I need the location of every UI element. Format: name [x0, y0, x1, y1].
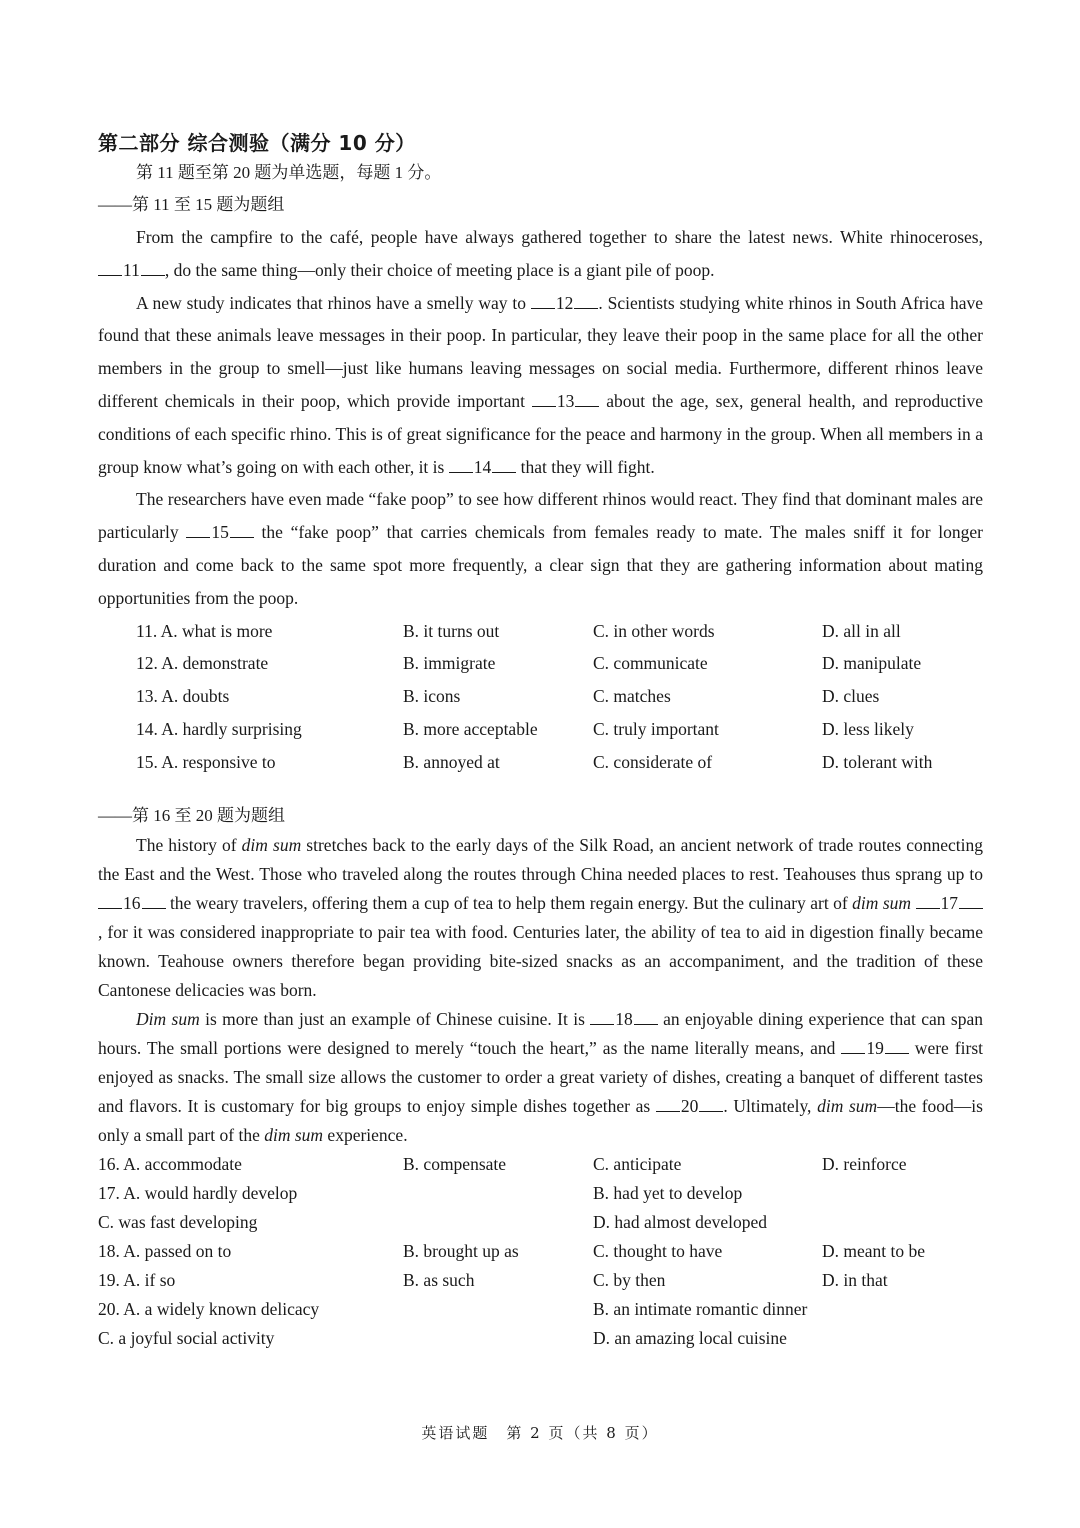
option-17d[interactable]: D. had almost developed — [593, 1211, 767, 1232]
options-11-15 — [98, 615, 983, 779]
option-16c[interactable]: C. anticipate — [593, 1153, 682, 1174]
passage-paragraph — [98, 831, 983, 1005]
option-13b[interactable]: B. icons — [403, 686, 461, 707]
italic-term: dim sum — [241, 834, 302, 855]
option-14c[interactable]: C. truly important — [593, 718, 719, 739]
question-15-options — [98, 746, 983, 779]
blank-number: 14 — [473, 456, 492, 477]
question-13-options — [98, 680, 983, 713]
blank-12 — [531, 287, 599, 320]
passage-paragraph — [98, 1005, 983, 1150]
option-15c[interactable]: C. considerate of — [593, 751, 713, 772]
blank-13 — [532, 385, 600, 418]
option-19d[interactable]: D. in that — [822, 1269, 888, 1290]
option-20a[interactable]: 20. A. a widely known delicacy — [98, 1298, 320, 1319]
italic-term: dim sum — [817, 1095, 878, 1116]
text: an enjoyable dining experience that can span hours. The small portions were designed to merely “touch the heart,” as the name literally means, and — [98, 1008, 984, 1058]
blank-16 — [98, 889, 166, 918]
option-14d[interactable]: D. less likely — [822, 718, 914, 739]
option-14a[interactable]: 14. A. hardly surprising — [136, 718, 302, 739]
blank-number: 13 — [556, 390, 575, 411]
question-19-options — [98, 1266, 983, 1295]
option-18c[interactable]: C. thought to have — [593, 1240, 723, 1261]
blank-number: 20 — [680, 1095, 699, 1116]
option-12d[interactable]: D. manipulate — [822, 653, 922, 674]
passage-paragraph — [98, 483, 983, 614]
text: , for it was considered inappropriate to pair tea with food. Centuries later, the ability of tea to aid in digestion finally became known. Teahouse owners therefore began providing bite-sized snacks as an accompaniment, and the tradition of these Cantonese delicacies was born. — [98, 921, 983, 1000]
text: about the age, sex, general health, and reproductive conditions of each specific rhino. This is of great significance for the peace and harmony in the group. When all members in a group know what’s going on with each other, it is — [98, 390, 983, 477]
option-16b[interactable]: B. compensate — [403, 1153, 507, 1174]
text: A new study indicates that rhinos have a smelly way to — [136, 292, 531, 313]
question-11-options — [98, 615, 983, 648]
text: experience. — [323, 1124, 408, 1145]
option-17c[interactable]: C. was fast developing — [98, 1211, 258, 1232]
blank-18 — [590, 1005, 658, 1034]
option-19c[interactable]: C. by then — [593, 1269, 666, 1290]
option-19b[interactable]: B. as such — [403, 1269, 475, 1290]
option-20b[interactable]: B. an intimate romantic dinner — [593, 1298, 808, 1319]
option-18a[interactable]: 18. A. passed on to — [98, 1240, 232, 1261]
option-15d[interactable]: D. tolerant with — [822, 751, 933, 772]
option-18b[interactable]: B. brought up as — [403, 1240, 519, 1261]
exam-page — [98, 128, 983, 1353]
question-18-options — [98, 1237, 983, 1266]
passage-paragraph — [98, 287, 983, 484]
blank-14 — [449, 451, 517, 484]
option-13d[interactable]: D. clues — [822, 686, 880, 707]
options-16-20 — [98, 1150, 983, 1353]
page-footer: 英语试题 第 2 页（共 8 页） — [421, 1424, 659, 1442]
blank-15 — [186, 516, 254, 549]
text: were first enjoyed as snacks. The small size allows the customer to order a great variety of dishes, creating a banquet of different tastes and flavors. It is customary for big groups to enjoy simple dishes together as — [98, 1037, 983, 1116]
question-17-options-row2 — [98, 1208, 983, 1237]
option-20d[interactable]: D. an amazing local cuisine — [593, 1327, 787, 1348]
option-12b[interactable]: B. immigrate — [403, 653, 496, 674]
group-label-11-15: ——第 11 至 15 题为题组 — [98, 195, 285, 214]
text: is more than just an example of Chinese cuisine. It is — [199, 1008, 591, 1029]
blank-number: 16 — [123, 892, 141, 913]
question-14-options — [98, 713, 983, 746]
text: the weary travelers, offering them a cup of tea to help them regain energy. But the culinary art of — [165, 892, 853, 913]
text: From the campfire to the café, people have always gathered together to share the latest news. White rhinoceroses, — [136, 227, 983, 247]
blank-number: 12 — [555, 292, 574, 313]
option-11c[interactable]: C. in other words — [593, 620, 715, 641]
text: the “fake poop” that carries chemicals from females ready to mate. The males sniff it for longer duration and come back to the same spot more frequently, a clear sign that they are gathering information about mating opportunities from the poop. — [98, 522, 983, 608]
option-13c[interactable]: C. matches — [593, 686, 671, 707]
option-13a[interactable]: 13. A. doubts — [136, 686, 230, 707]
option-17a[interactable]: 17. A. would hardly develop — [98, 1182, 298, 1203]
text: , do the same thing—only their choice of meeting place is a giant pile of poop. — [164, 259, 715, 280]
blank-number: 11 — [123, 259, 140, 280]
option-16d[interactable]: D. reinforce — [822, 1153, 907, 1174]
question-12-options — [98, 647, 983, 680]
question-20-options-row1 — [98, 1295, 983, 1324]
option-12c[interactable]: C. communicate — [593, 653, 708, 674]
italic-term: Dim sum — [136, 1008, 200, 1029]
option-11a[interactable]: 11. A. what is more — [136, 620, 273, 641]
blank-number: 19 — [866, 1037, 884, 1058]
italic-term: dim sum — [264, 1124, 324, 1145]
section-title: 第二部分 综合测验（满分 10 分） — [98, 131, 416, 155]
option-17b[interactable]: B. had yet to develop — [593, 1182, 743, 1203]
text: . Ultimately, — [723, 1095, 818, 1116]
question-16-options — [98, 1150, 983, 1179]
blank-number: 18 — [615, 1008, 633, 1029]
text: that they will fight. — [516, 456, 655, 477]
text: The history of — [136, 834, 242, 855]
passage-paragraph — [98, 221, 983, 287]
group-label-16-20: ——第 16 至 20 题为题组 — [98, 805, 285, 825]
blank-20 — [656, 1092, 724, 1121]
option-18d[interactable]: D. meant to be — [822, 1240, 926, 1261]
option-16a[interactable]: 16. A. accommodate — [98, 1153, 242, 1174]
blank-number: 15 — [211, 522, 229, 543]
blank-11 — [98, 254, 165, 287]
blank-number: 17 — [940, 892, 958, 913]
option-15b[interactable]: B. annoyed at — [403, 751, 500, 772]
section-instruction: 第 11 题至第 20 题为单选题，每题 1 分。 — [136, 163, 442, 182]
text: stretches back to the early days of the Silk Road, an ancient network of trade routes connecting the East and the West. Those who traveled along the routes through China needed places to rest. Teahouses thus sprang up to — [98, 834, 984, 884]
option-11d[interactable]: D. all in all — [822, 620, 901, 641]
text: . Scientists studying white rhinos in South Africa have found that these animals leave messages in their poop. In particular, they leave their poop in the same place for all the other members in the group to smell—just like humans leaving messages on social media. Furthermore, different rhinos leave different chemicals in their poop, which provide important — [98, 292, 983, 411]
spacer — [98, 779, 983, 801]
option-14b[interactable]: B. more acceptable — [403, 718, 538, 739]
blank-19 — [841, 1034, 909, 1063]
question-20-options-row2 — [98, 1324, 983, 1353]
question-17-options-row1 — [98, 1179, 983, 1208]
option-12a[interactable]: 12. A. demonstrate — [136, 653, 269, 674]
option-15a[interactable]: 15. A. responsive to — [136, 751, 276, 772]
text: The researchers have even made “fake poop” to see how different rhinos would react. They find that dominant males are particularly — [98, 489, 983, 543]
blank-17 — [916, 889, 984, 918]
option-11b[interactable]: B. it turns out — [403, 620, 500, 641]
italic-term: dim sum — [852, 892, 912, 913]
option-19a[interactable]: 19. A. if so — [98, 1269, 176, 1290]
option-20c[interactable]: C. a joyful social activity — [98, 1327, 275, 1348]
text: —the food—is only a small part of the — [98, 1095, 983, 1145]
